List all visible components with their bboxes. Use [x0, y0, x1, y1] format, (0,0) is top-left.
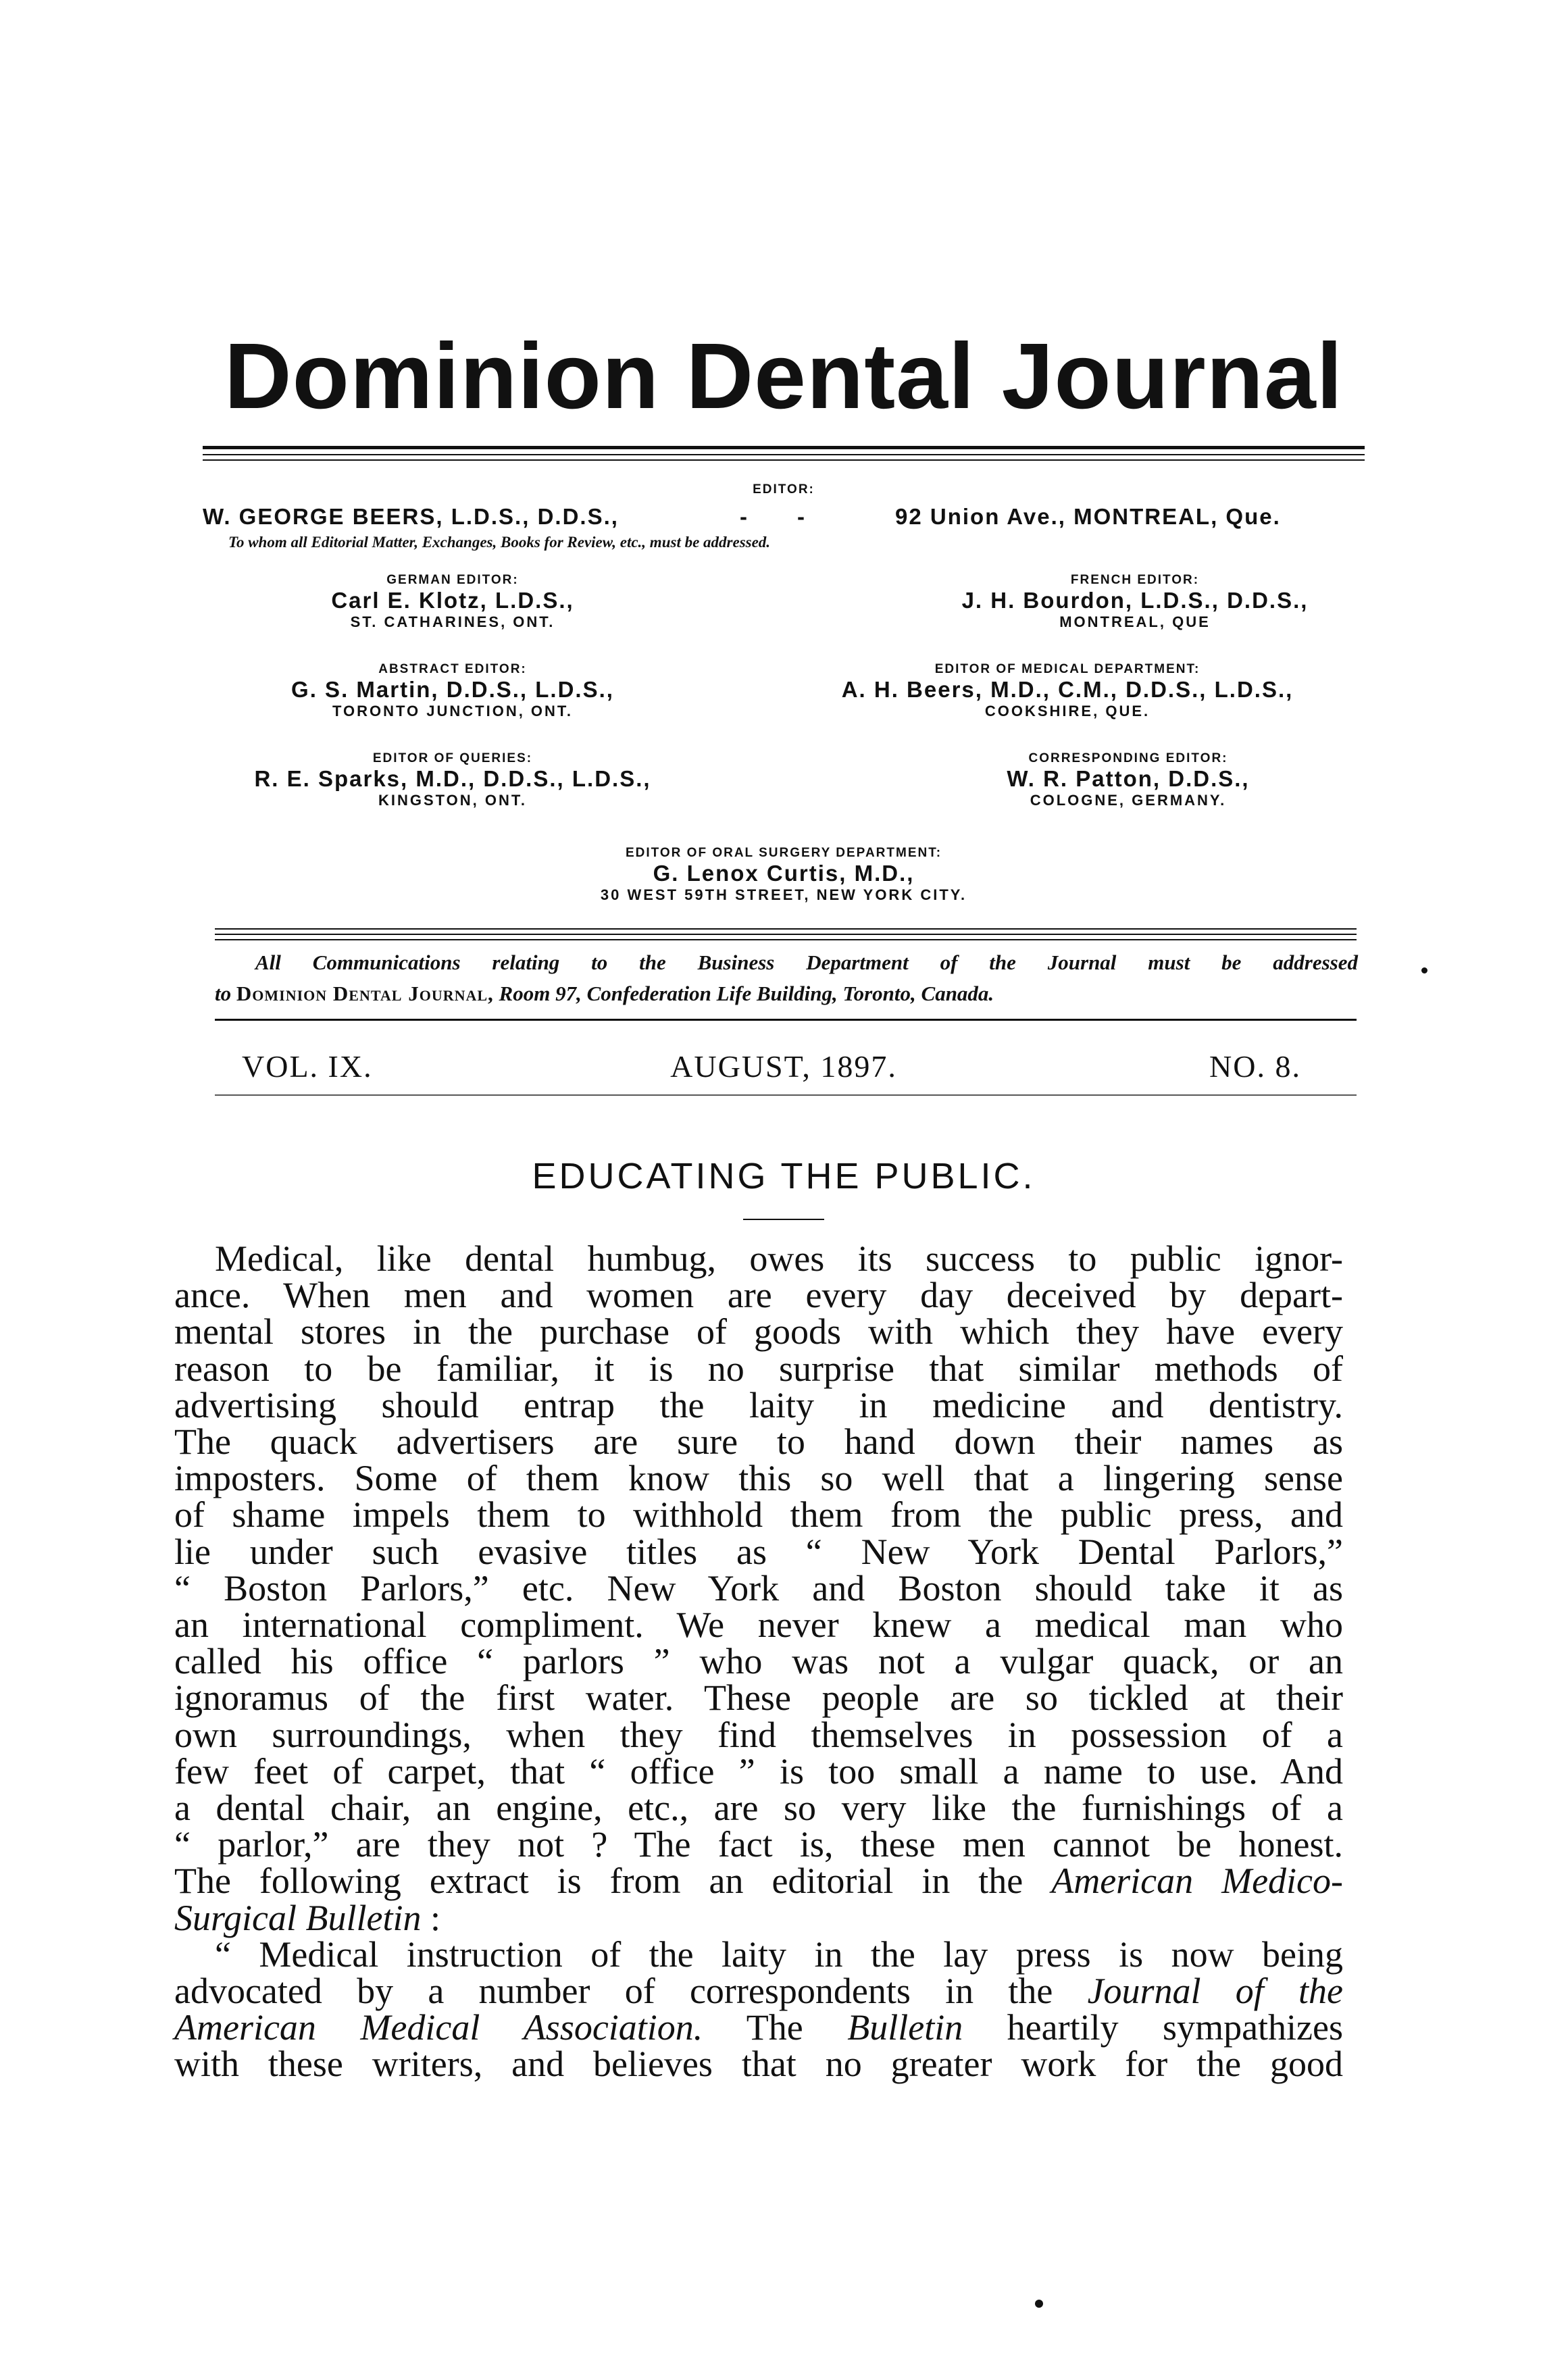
article-line: “ Medical instruction of the laity in the lay press is now being	[215, 1933, 1343, 1975]
staff-place: COLOGNE, GERMANY.	[1030, 792, 1227, 809]
editor-address: 92 Union Ave., MONTREAL, Que.	[895, 504, 1281, 529]
article-line	[174, 2009, 1343, 2046]
staff-place: COOKSHIRE, QUE.	[984, 703, 1150, 719]
staff-rule-2	[215, 934, 1357, 935]
editor-separator: -	[740, 504, 749, 529]
staff-label: EDITOR OF QUERIES:	[372, 751, 533, 765]
article-line-text: The	[703, 2007, 848, 2048]
article-line: Medical, like dental humbug, owes its success to public ignor-	[215, 1238, 1343, 1279]
staff-left-2	[270, 662, 635, 720]
staff-left-1	[311, 573, 595, 631]
article-line: “ parlor,” are they not ? The fact is, these men cannot be honest.	[174, 1824, 1343, 1865]
article-body	[174, 1240, 1343, 2083]
article-line: own surroundings, when they find themselves in possession of a	[174, 1714, 1343, 1755]
staff-name: Carl E. Klotz, L.D.S.,	[331, 588, 574, 613]
staff-name: J. H. Bourdon, L.D.S., D.D.S.,	[961, 588, 1309, 613]
staff-center	[513, 846, 1054, 904]
staff-label: EDITOR OF ORAL SURGERY DEPARTMENT:	[625, 846, 942, 860]
article-line-text: The following extract is from an editorial in the	[174, 1861, 1023, 1902]
article-line: called his office “ parlors ” who was not a vulgar quack, or an	[174, 1641, 1343, 1682]
staff-name: W. R. Patton, D.D.S.,	[1007, 766, 1250, 791]
article-line: an international compliment. We never knew a medical man who	[174, 1604, 1343, 1646]
article-line	[174, 1861, 1344, 1902]
staff-label: CORRESPONDING EDITOR:	[1028, 751, 1228, 765]
editor-note: To whom all Editorial Matter, Exchanges, Books for Review, etc., must be addressed.	[228, 534, 771, 551]
communications-line-2	[215, 978, 1358, 1009]
issue-volume: VOL. IX.	[242, 1049, 373, 1084]
article-line	[174, 1897, 1343, 1938]
masthead-title: Dominion Dental Journal	[224, 324, 1344, 428]
staff-rule-1	[215, 928, 1357, 930]
communications-notice	[215, 947, 1358, 1009]
staff-label: FRENCH EDITOR:	[1070, 573, 1200, 587]
article-line-text: :	[421, 1897, 440, 1938]
communications-line-1: All Communications relating to the Business Department of the Journal must be addressed	[255, 951, 1358, 974]
article-line: with these writers, and believes that no greater work for the good	[174, 2044, 1343, 2085]
article-line: mental stores in the purchase of goods with which they have every	[174, 1311, 1343, 1352]
editor-label: EDITOR:	[753, 482, 815, 497]
staff-place: KINGSTON, ONT.	[378, 792, 528, 809]
article-citation: Journal of the	[1087, 1971, 1344, 2012]
article-line: reason to be familiar, it is no surprise that similar methods of	[174, 1348, 1343, 1389]
staff-right-3	[932, 751, 1324, 809]
staff-label: GERMAN EDITOR:	[386, 573, 519, 587]
article-line: advertising should entrap the laity in medicine and dentistry.	[174, 1384, 1343, 1425]
staff-place: MONTREAL, QUE	[1059, 613, 1211, 630]
article-citation: American Medico-	[1051, 1861, 1344, 1902]
article-citation: American Medical Association.	[174, 2007, 703, 2048]
article-line	[174, 1971, 1344, 2012]
staff-left-3	[250, 751, 655, 809]
article-line: a dental chair, an engine, etc., are so very like the furnishings of a	[174, 1788, 1343, 1829]
masthead-rule-thin-2	[203, 459, 1365, 461]
article-line: ignoramus of the first water. These people are so tickled at their	[174, 1677, 1343, 1719]
article-line: of shame impels them to withhold them from the public press, and	[174, 1494, 1343, 1536]
editor-name: W. GEORGE BEERS, L.D.S., D.D.S.,	[203, 504, 619, 529]
article-line: lie under such evasive titles as “ New York Dental Parlors,”	[174, 1531, 1343, 1572]
staff-label: ABSTRACT EDITOR:	[378, 662, 527, 676]
communications-address: Room 97, Confederation Life Building, Toronto, Canada.	[499, 982, 994, 1005]
article-citation: Bulletin	[847, 2007, 963, 2048]
article-citation: Surgical Bulletin	[174, 1897, 422, 1938]
staff-name: R. E. Sparks, M.D., D.D.S., L.D.S.,	[254, 766, 651, 791]
staff-name: A. H. Beers, M.D., C.M., D.D.S., L.D.S.,	[841, 677, 1294, 702]
staff-rule-3	[215, 939, 1357, 940]
staff-label: EDITOR OF MEDICAL DEPARTMENT:	[934, 662, 1200, 676]
issue-number: NO. 8.	[1209, 1049, 1301, 1084]
article-line: imposters. Some of them know this so well that a lingering sense	[174, 1458, 1343, 1499]
article-line: ance. When men and women are every day deceived by depart-	[174, 1275, 1343, 1316]
staff-name: G. S. Martin, D.D.S., L.D.S.,	[291, 677, 614, 702]
masthead-rule-thick	[203, 446, 1365, 449]
staff-right-1	[946, 573, 1324, 631]
article-line-text: advocated by a number of correspondents in the	[174, 1971, 1053, 2012]
issue-date: AUGUST, 1897.	[670, 1049, 897, 1084]
article-line-text: heartily sympathizes	[963, 2007, 1344, 2048]
ink-speck	[1035, 2300, 1043, 2308]
staff-place: ST. CATHARINES, ONT.	[350, 613, 555, 630]
article-line: “ Boston Parlors,” etc. New York and Boston should take it as	[174, 1567, 1343, 1609]
staff-place: 30 WEST 59TH STREET, NEW YORK CITY.	[600, 886, 967, 903]
editor-separator-2: -	[797, 504, 806, 529]
masthead-rule-thin	[203, 454, 1365, 455]
staff-right-2	[777, 662, 1358, 720]
staff-place: TORONTO JUNCTION, ONT.	[332, 703, 574, 719]
article-line: few feet of carpet, that “ office ” is too small a name to use. And	[174, 1750, 1343, 1792]
ink-speck	[1421, 967, 1427, 973]
article-line: The quack advertisers are sure to hand down their names as	[174, 1421, 1343, 1463]
article-title-rule	[743, 1219, 824, 1220]
issue-rule	[215, 1094, 1357, 1096]
communications-rule	[215, 1019, 1357, 1021]
article-title: EDUCATING THE PUBLIC.	[532, 1156, 1036, 1196]
communications-prefix: to	[215, 982, 232, 1005]
communications-journal-name: Dominion Dental Journal,	[236, 982, 494, 1005]
staff-name: G. Lenox Curtis, M.D.,	[653, 861, 915, 886]
